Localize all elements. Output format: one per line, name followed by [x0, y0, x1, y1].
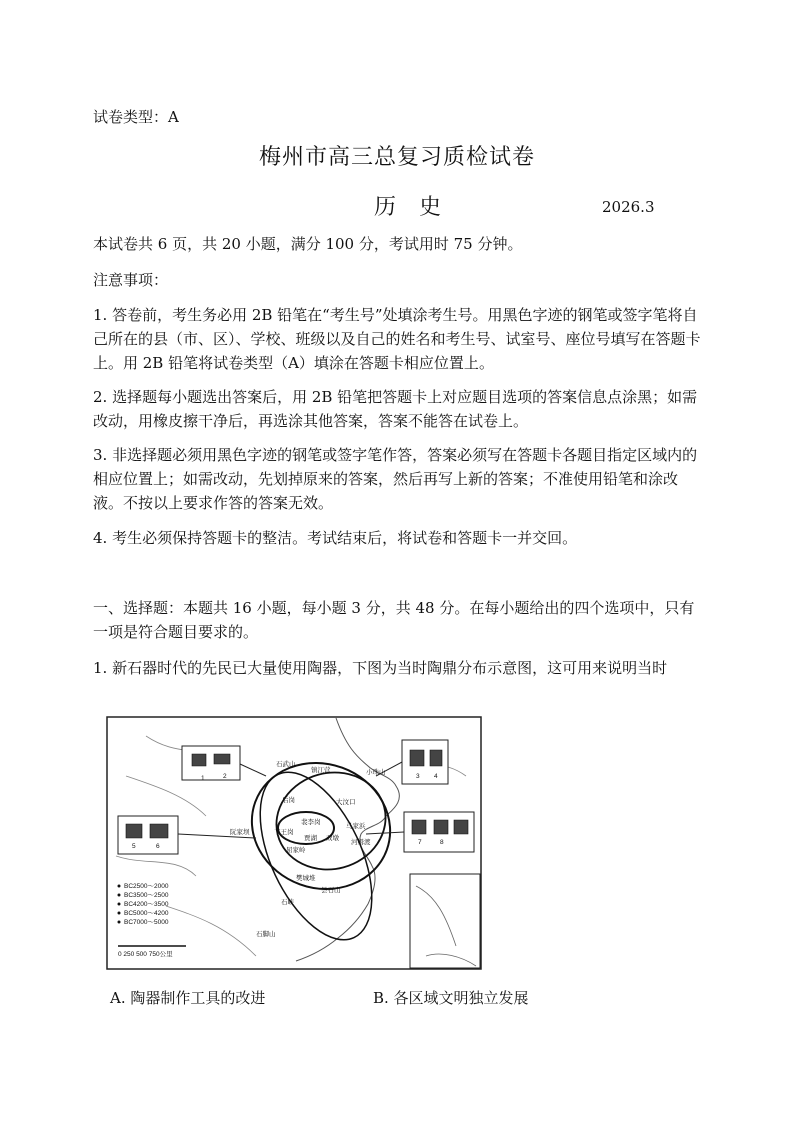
map-label: 屈家岭: [286, 847, 306, 854]
map-label: 河姆渡: [351, 839, 371, 846]
exam-date: 2026.3: [602, 198, 655, 216]
map-figure-number: 1: [201, 775, 205, 782]
map-figure-number: 5: [132, 843, 136, 850]
map-label: 石武山: [276, 761, 296, 768]
notice-item-1: 1. 答卷前，考生务必用 2B 铅笔在“考生号”处填涂考生号。用黑色字迹的钢笔或签字笔将自己所在的县（市、区）、学校、班级以及自己的姓名和考生号、试室号、座位号填写在答题卡上。用 2B 铅笔将试卷类型（A）填涂在答题卡相应位置上。: [93, 306, 701, 372]
question-1-stem: 1. 新石器时代的先民已大量使用陶器，下图为当时陶鼎分布示意图，这可用来说明当时: [93, 659, 668, 677]
map-legend-item: BC5000～4200: [124, 910, 169, 917]
map-label: 裴李岗: [301, 819, 321, 826]
map-label: 双墩: [326, 835, 339, 842]
map-label: 小珠山: [366, 769, 386, 776]
map-label: 大汶口: [336, 799, 356, 806]
map-figure-number: 7: [418, 839, 422, 846]
notice-item-2: 2. 选择题每小题选出答案后，用 2B 铅笔把答题卡上对应题目选项的答案信息点涂黑；如需改动，用橡皮擦干净后，再选涂其他答案，答案不能答在试卷上。: [93, 388, 698, 430]
notice-item-3: 3. 非选择题必须用黑色字迹的钢笔或签字笔作答，答案必须写在答题卡各题目指定区域内的相应位置上；如需改动，先划掉原来的答案，然后再写上新的答案；不准使用铅笔和涂改液。不按以上要求作答的答案无效。: [93, 446, 698, 512]
map-legend-item: BC4200～3500: [124, 901, 169, 908]
subject-title: 历 史: [374, 195, 449, 220]
map-figure-number: 6: [156, 843, 160, 850]
map-legend-item: BC7000～5000: [124, 919, 169, 926]
map-label: 石脚山: [256, 931, 276, 938]
map-legend-item: BC2500～2000: [124, 883, 169, 890]
map-figure-number: 2: [223, 773, 227, 780]
map-label: 马家浜: [346, 823, 366, 830]
map-legend-item: BC3500～2500: [124, 892, 169, 899]
notice-title: 注意事项：: [93, 271, 169, 289]
map-label: 阮家坝: [230, 829, 250, 836]
pottery-ding-distribution-map: [106, 716, 482, 970]
exam-type-label: 试卷类型：A: [93, 108, 179, 126]
map-label: 樊城堆: [296, 875, 316, 882]
map-label: 镇江营: [311, 767, 331, 774]
map-figure-number: 3: [416, 773, 420, 780]
map-label: 昙石山: [321, 887, 341, 894]
map-label: 后岗: [282, 797, 295, 804]
notice-item-4: 4. 考生必须保持答题卡的整洁。考试结束后，将试卷和答题卡一并交回。: [93, 529, 578, 547]
map-label: 贾湖: [304, 835, 317, 842]
exam-title: 梅州市高三总复习质检试卷: [258, 145, 535, 170]
option-b: B. 各区域文明独立发展: [373, 989, 529, 1007]
section-heading: 一、选择题：本题共 16 小题，每小题 3 分，共 48 分。在每小题给出的四个选项中，只有一项是符合题目要求的。: [93, 599, 695, 641]
map-figure-number: 8: [440, 839, 444, 846]
option-a: A. 陶器制作工具的改进: [110, 989, 266, 1007]
map-label: 石峡: [281, 899, 294, 906]
map-figure-number: 4: [434, 773, 438, 780]
map-label: 下王岗: [274, 829, 294, 836]
intro-text: 本试卷共 6 页，共 20 小题，满分 100 分，考试用时 75 分钟。: [93, 235, 523, 253]
map-scale-label: 0 250 500 750公里: [118, 951, 173, 958]
